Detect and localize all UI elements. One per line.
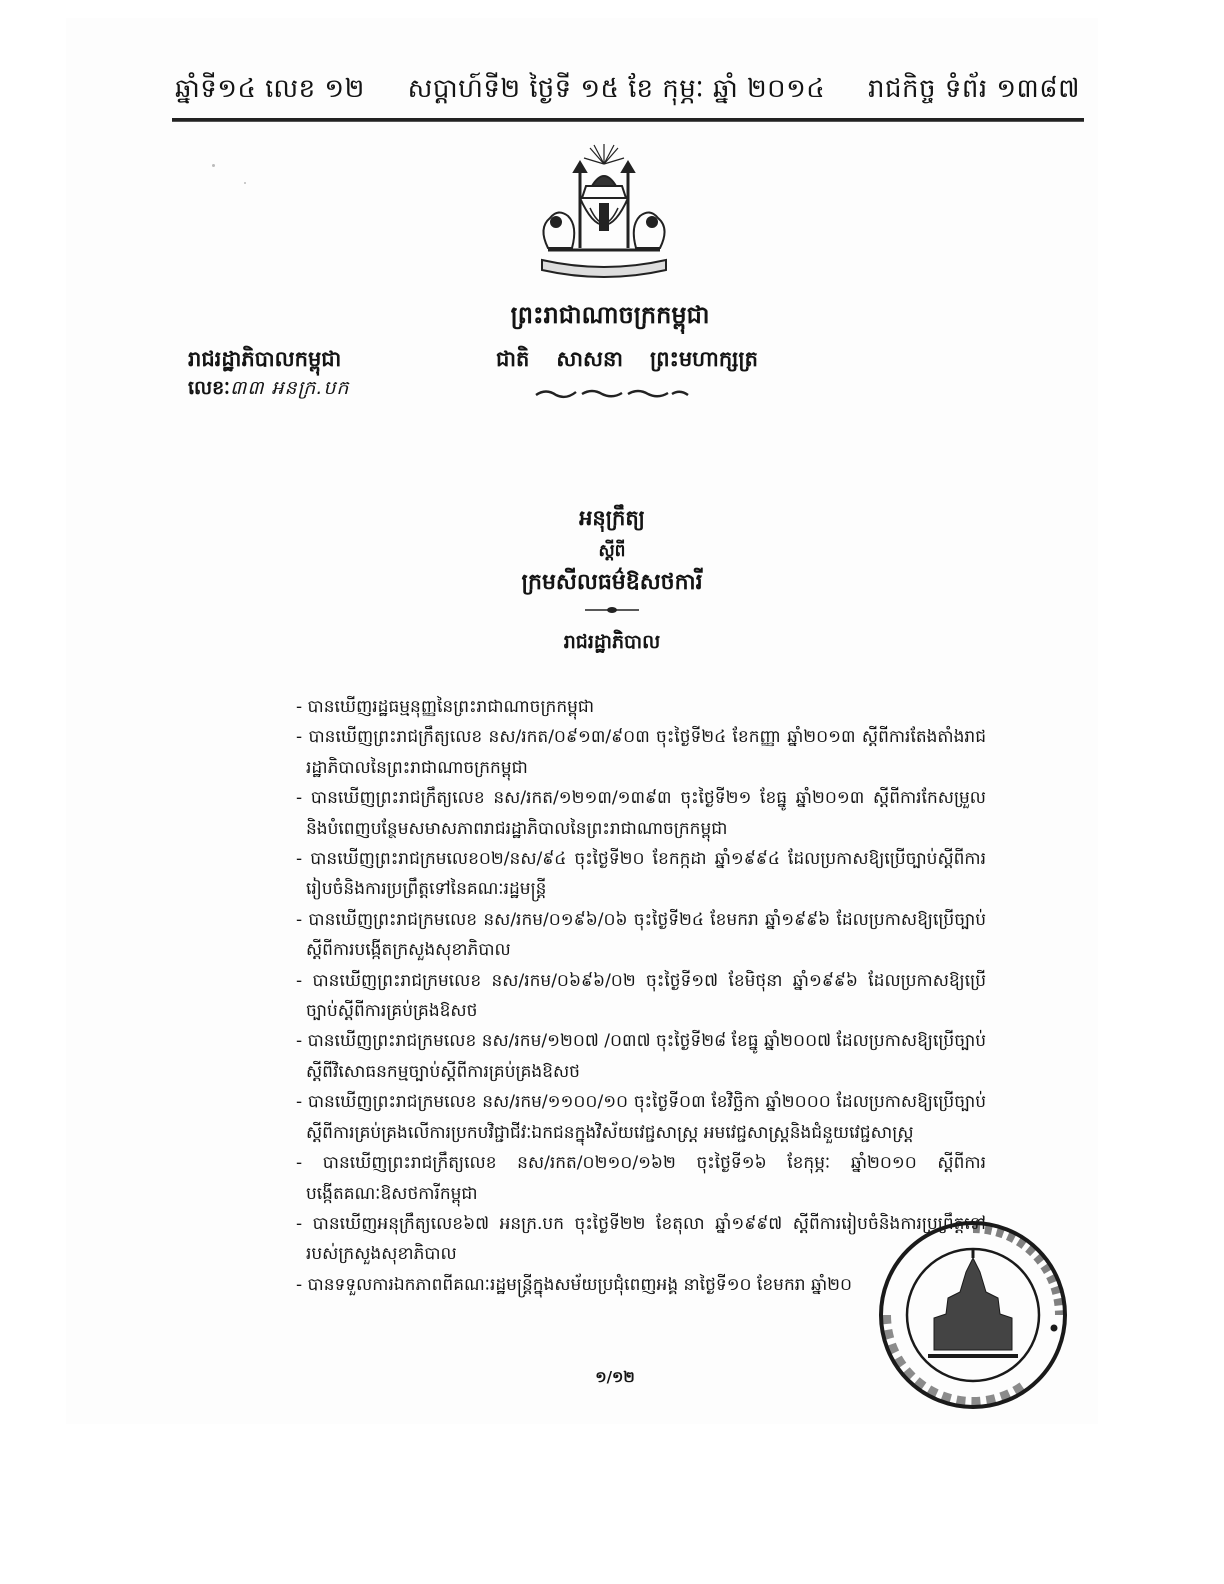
national-motto — [496, 346, 758, 377]
gazette-year-issue: ឆ្នាំទី១៤ លេខ ១២ — [175, 74, 365, 104]
recital-item: - បានឃើញរដ្ឋធម្មនុញ្ញនៃព្រះរាជាណាចក្រកម្ពុជា — [296, 697, 595, 717]
reference-number — [188, 376, 350, 404]
recital-item: - បានឃើញព្រះរាជក្រឹត្យលេខ នស/រកត/១២១៣/១៣៩៣ ចុះថ្ងៃទី២១ ខែធ្នូ ឆ្នាំ២០១៣ ស្តីពីការកែសម្រួលនិងបំពេញបន្ថែមសមាសភាពរាជរដ្ឋាភិបាលនៃព្រះរាជាណាចក្រកម្ពុជា — [296, 788, 986, 839]
recital-item: - បានទទួលការឯកភាពពីគណៈរដ្ឋមន្ត្រីក្នុងសម័យប្រជុំពេញអង្គ នាថ្ងៃទី១០ ខែមករា ឆ្នាំ២០ — [296, 1274, 853, 1295]
recital-item: - បានឃើញព្រះរាជក្រមលេខ នស/រកម/០១៩៦/០៦ ចុះថ្ងៃទី២៤ ខែមករា ឆ្នាំ១៩៩៦ ដែលប្រកាសឱ្យប្រើច្បាប់ស្តីពីការបង្កើតក្រសួងសុខាភិបាល — [296, 909, 986, 961]
gazette-header — [175, 72, 1080, 110]
reference-label: លេខៈ — [188, 377, 230, 399]
reference-value: ៣៣ អនក្រ.បក — [229, 377, 350, 399]
document-about: ស្តីពី — [598, 541, 626, 561]
official-seal-icon — [876, 1218, 1070, 1412]
page-number: ១/១២ — [595, 1368, 635, 1386]
document-subject: ក្រមសីលធម៌ឱសថការី — [521, 570, 703, 595]
scan-speck — [212, 164, 215, 167]
document-type: អនុក្រឹត្យ — [579, 506, 645, 530]
issuing-authority: រាជរដ្ឋាភិបាល — [563, 631, 661, 653]
motto-religion: សាសនា — [556, 347, 623, 371]
royal-coat-of-arms-icon — [528, 142, 680, 282]
gazette-week-date: សប្តាហ៍ទី២ ថ្ងៃទី ១៥ ខែ កុម្ភៈ ឆ្នាំ ២០១៤ — [407, 74, 826, 104]
recitals-list — [296, 692, 986, 1300]
recital-item: - បានឃើញព្រះរាជក្រឹត្យលេខ នស/រកត/០២១០/១៦២ ចុះថ្ងៃទី១៦ ខែកុម្ភៈ ឆ្នាំ២០១០ ស្តីពីការបង្កើតគណៈឱសថការីកម្ពុជា — [296, 1153, 986, 1204]
header-divider — [172, 118, 1084, 122]
kingdom-title: ព្រះរាជាណាចក្រកម្ពុជា — [510, 301, 710, 329]
motto-nation: ជាតិ — [496, 347, 530, 371]
recital-item: - បានឃើញព្រះរាជក្រមលេខ០២/នស/៩៤ ចុះថ្ងៃទី២០ ខែកក្កដា ឆ្នាំ១៩៩៤ ដែលប្រកាសឱ្យប្រើច្បាប់ស្តីពីការរៀបចំនិងការប្រព្រឹត្តទៅនៃគណៈរដ្ឋមន្ត្រី — [296, 849, 986, 900]
recital-item: - បានឃើញព្រះរាជក្រមលេខ នស/រកម/១១០០/១០ ចុះថ្ងៃទី០៣ ខែវិច្ឆិកា ឆ្នាំ២០០០ ដែលប្រកាសឱ្យប្រើច្បាប់ស្តីពីការគ្រប់គ្រងលើការប្រកបវិជ្ជាជីវៈឯកជនក្នុងវិស័យវេជ្ជសាស្ត្រ អមវេជ្ជសាស្ត្រនិងជំនួយវេជ្ជសាស្ត្រ — [296, 1092, 986, 1143]
title-ornament-icon — [585, 606, 639, 614]
recital-item: - បានឃើញអនុក្រឹត្យលេខ៦៧ អនក្រ.បក ចុះថ្ងៃទី២២ ខែតុលា ឆ្នាំ១៩៩៧ ស្តីពីការរៀបចំនិងការប្រព្រឹត្តទៅរបស់ក្រសួងសុខាភិបាល — [296, 1213, 986, 1265]
recital-item: - បានឃើញព្រះរាជក្រឹត្យលេខ នស/រកត/០៩១៣/៩០៣ ចុះថ្ងៃទី២៤ ខែកញ្ញា ឆ្នាំ២០១៣ ស្តីពីការតែងតាំងរាជរដ្ឋាភិបាលនៃព្រះរាជាណាចក្រកម្ពុជា — [296, 727, 986, 778]
gazette-page-number: រាជកិច្ច ទំព័រ ១៣៨៧ — [868, 74, 1080, 104]
motto-king: ព្រះមហាក្សត្រ — [650, 347, 758, 371]
recital-item: - បានឃើញព្រះរាជក្រមលេខ នស/រកម/១២០៧ /០៣៧ ចុះថ្ងៃទី២៨ ខែធ្នូ ឆ្នាំ២០០៧ ដែលប្រកាសឱ្យប្រើច្បាប់ស្តីពីវិសោធនកម្មច្បាប់ស្តីពីការគ្រប់គ្រងឱសថ — [296, 1031, 986, 1082]
scan-speck — [244, 182, 246, 184]
recital-item: - បានឃើញព្រះរាជក្រមលេខ នស/រកម/០៦៩៦/០២ ចុះថ្ងៃទី១៧ ខែមិថុនា ឆ្នាំ១៩៩៦ ដែលប្រកាសឱ្យប្រើច្បាប់ស្តីពីការគ្រប់គ្រងឱសថ — [296, 970, 986, 1022]
ornament-divider-icon — [534, 386, 690, 400]
issuing-government: រាជរដ្ឋាភិបាលកម្ពុជា — [188, 347, 342, 371]
